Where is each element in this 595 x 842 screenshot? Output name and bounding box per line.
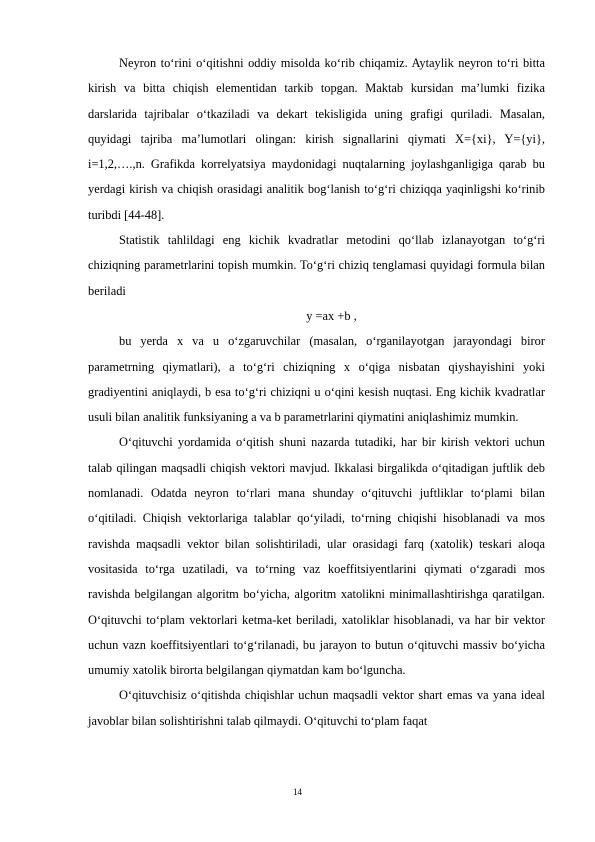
line-equation-formula: y =ax +b , bbox=[306, 308, 357, 323]
paragraph-variables-explanation: bu yerda x va u o‘zgaruvchilar (masalan, o‘rganilayotgan jarayondagi biror parametrning qiymatlari), a to‘g‘ri chiziqning x o‘qiga nisbatan qiyshayishini yoki gradiyentini aniqlaydi, b esa to‘g‘ri chiziqni u o‘qini kesish nuqtasi. Eng kichik kvadratlar usuli bilan analitik funksiyaning a va b parametrlarini qiymatini aniqlashimiz mumkin. bbox=[88, 334, 545, 425]
paragraph-unsupervised-learning: O‘qituvchisiz o‘qitishda chiqishlar uchun maqsadli vektor shart emas va yana ideal javoblar bilan solishtirishni talab qilmaydi. O‘qituvchi to‘plam faqat bbox=[88, 688, 545, 728]
page-number: 14 bbox=[293, 787, 302, 797]
paragraph-neural-network-training: Neyron to‘rini o‘qitishni oddiy misolda ko‘rib chiqamiz. Aytaylik neyron to‘ri bitta kirish va bitta chiqish elementidan tarkib topgan. Maktab kursidan ma’lumki fizika darslarida tajribalar o‘tkaziladi va dekart tekisligida uning grafigi quriladi. Masalan, quyidagi tajriba ma’lumotlari olingan: kirish signallarini qiymati X={xi}, Y={yi}, i=1,2,….,n. Grafikda korrelyatsiya maydonidagi nuqtalarning joylashganligiga qarab bu yerdagi kirish va chiqish orasidagi analitik bog‘lanish to‘g‘ri chiziqqa yaqinligshi ko‘rinib turibdi [44-48]. bbox=[88, 56, 545, 222]
paragraph-least-squares: Statistik tahlildagi eng kichik kvadratlar metodini qo‘llab izlanayotgan to‘g‘ri chiziqning parametrlarini topish mumkin. To‘g‘ri chiziq tenglamasi quyidagi formula bilan beriladi bbox=[88, 233, 545, 298]
paragraph-supervised-learning: O‘qituvchi yordamida o‘qitish shuni nazarda tutadiki, har bir kirish vektori uchun talab qilingan maqsadli chiqish vektori mavjud. Ikkalasi birgalikda o‘qitadigan juftlik deb nomlanadi. Odatda neyron to‘rlari mana shunday o‘qituvchi juftliklar to‘plami bilan o‘qitiladi. Chiqish vektorlariga talablar qo‘yiladi, to‘rning chiqishi hisoblanadi va mos ravishda maqsadli vektor bilan solishtiriladi, ular orasidagi farq (xatolik) teskari aloqa vositasida to‘rga uzatiladi, va to‘rning vaz koeffitsiyentlarini qiymati o‘zgaradi mos ravishda belgilangan algoritm bo‘yicha, algoritm xatolikni minimallashtirishga qaratilgan. O‘qituvchi to‘plam vektorlari ketma-ket beriladi, xatoliklar hisoblanadi, va har bir vektor uchun vazn koeffitsiyentlari to‘g‘rilanadi, bu jarayon to butun o‘qituvchi massiv bo‘yicha umumiy xatolik birorta belgilangan qiymatdan kam bo‘lguncha. bbox=[88, 435, 545, 678]
body-text bbox=[88, 51, 545, 734]
